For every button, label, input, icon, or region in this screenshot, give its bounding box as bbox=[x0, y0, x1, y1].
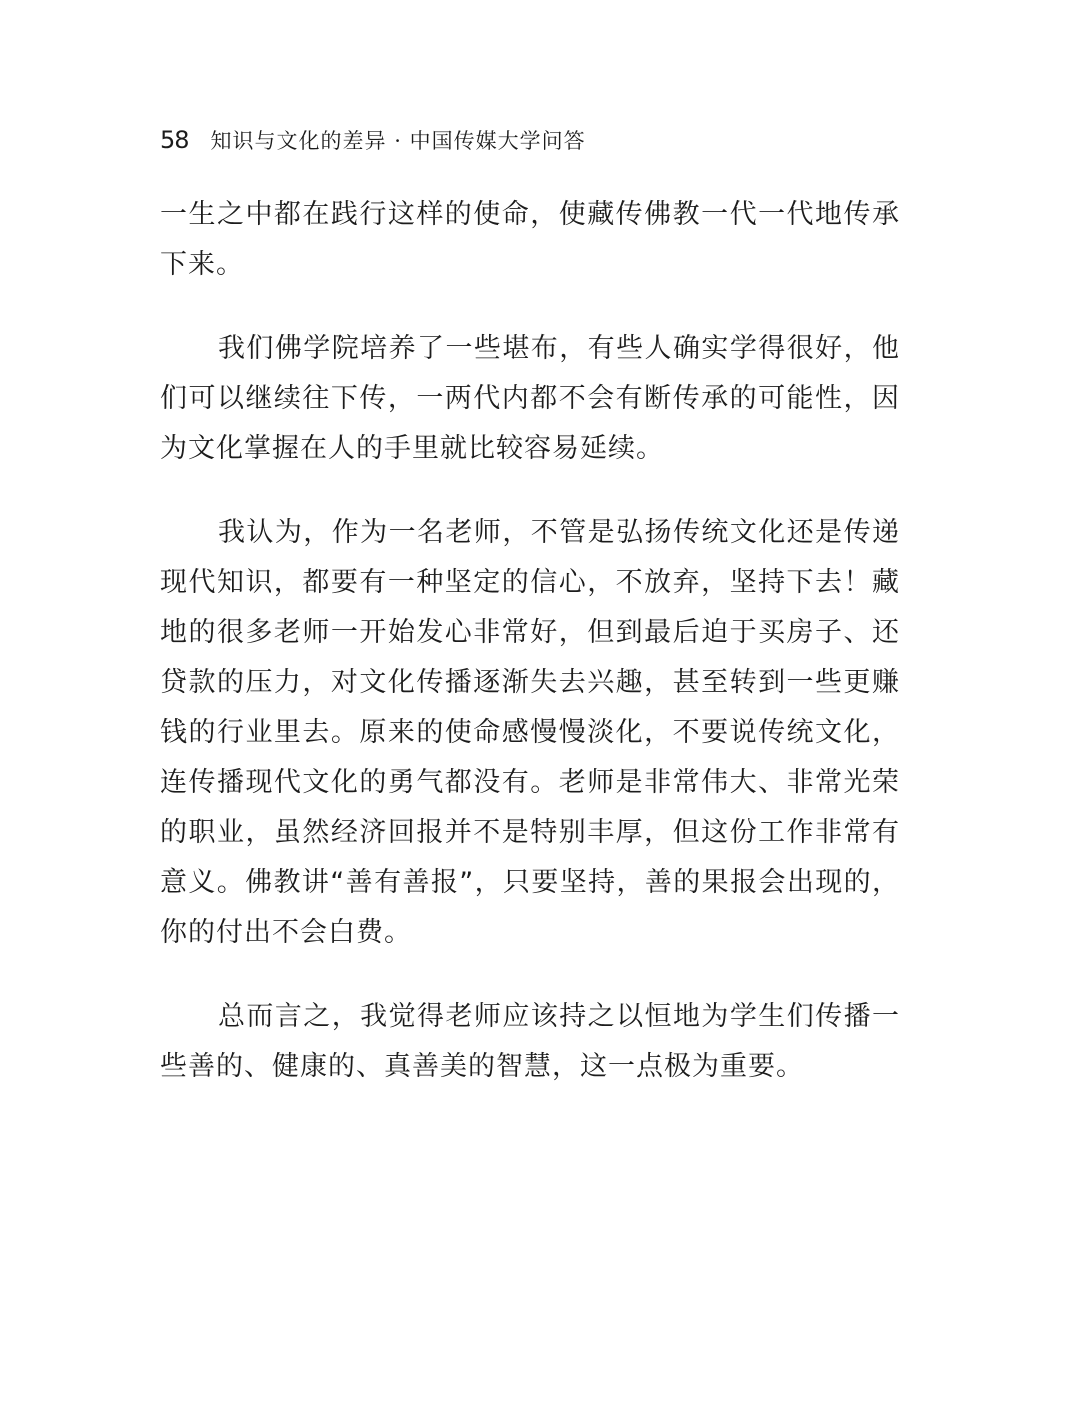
page-number: 58 bbox=[160, 126, 189, 154]
running-head bbox=[160, 122, 586, 158]
body-text bbox=[160, 190, 900, 1126]
paragraph-continued: 一生之中都在践行这样的使命，使藏传佛教一代一代地传承下来。 bbox=[160, 199, 900, 280]
paragraph: 总而言之，我觉得老师应该持之以恒地为学生们传播一些善的、健康的、真善美的智慧，这一点极为重要。 bbox=[160, 1001, 900, 1082]
paragraph: 我们佛学院培养了一些堪布，有些人确实学得很好，他们可以继续往下传，一两代内都不会有断传承的可能性，因为文化掌握在人的手里就比较容易延续。 bbox=[160, 333, 900, 464]
running-head-title: 知识与文化的差异 · 中国传媒大学问答 bbox=[210, 129, 586, 153]
paragraph: 我认为，作为一名老师，不管是弘扬传统文化还是传递现代知识，都要有一种坚定的信心，不放弃，坚持下去！藏地的很多老师一开始发心非常好，但到最后迫于买房子、还贷款的压力，对文化传播逐渐失去兴趣，甚至转到一些更赚钱的行业里去。原来的使命感慢慢淡化，不要说传统文化，连传播现代文化的勇气都没有。老师是非常伟大、非常光荣的职业，虽然经济回报并不是特别丰厚，但这份工作非常有意义。佛教讲“善有善报”，只要坚持，善的果报会出现的，你的付出不会白费。 bbox=[160, 517, 900, 948]
